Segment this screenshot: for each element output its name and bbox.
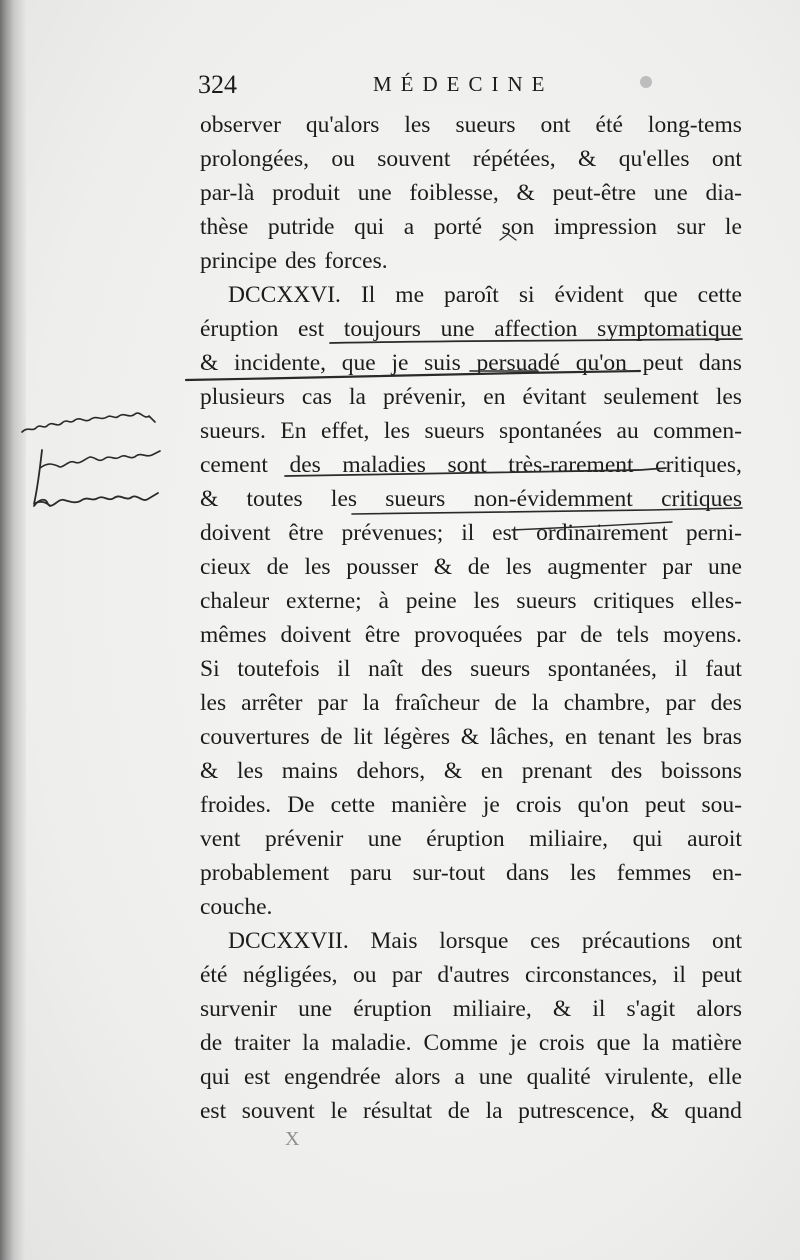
text-line: & les mains dehors, & en prenant des boissons (200, 758, 742, 784)
running-title: MÉDECINE (373, 72, 554, 96)
text-line: les arrêter par la fraîcheur de la chambre, par des (200, 690, 742, 716)
text-line: froides. De cette manière je crois qu'on peut sou- (200, 792, 742, 818)
signature-mark: X (285, 1128, 306, 1150)
text-line: plusieurs cas la prévenir, en évitant seulement les (200, 384, 742, 410)
text-line: est souvent le résultat de la putrescence, & quand (200, 1098, 742, 1124)
text-line: couche. (200, 894, 273, 920)
text-line: cement des maladies sont très-rarement critiques, (200, 452, 742, 478)
text-line: DCCXXVII. Mais lorsque ces précautions ont (228, 928, 742, 954)
text-line: éruption est toujours une affection symptomatique (200, 316, 742, 342)
text-line: & incidente, que je suis persuadé qu'on peut dans (200, 350, 742, 376)
text-line: survenir une éruption miliaire, & il s'agit alors (200, 996, 742, 1022)
ink-spot (640, 76, 652, 88)
text-line: de traiter la maladie. Comme je crois que la matière (200, 1030, 742, 1056)
running-head (198, 64, 758, 104)
text-line: cieux de les pousser & de les augmenter par une (200, 554, 742, 580)
text-line: principe des forces. (200, 248, 388, 274)
text-line: doivent être prévenues; il est ordinairement perni- (200, 520, 742, 546)
body-text (200, 108, 742, 1128)
text-line: thèse putride qui a porté son impression sur le (200, 214, 742, 240)
text-line: par-là produit une foiblesse, & peut-être une dia- (200, 180, 742, 206)
text-line: été négligées, ou par d'autres circonstances, il peut (200, 962, 742, 988)
text-line: chaleur externe; à peine les sueurs critiques elles- (200, 588, 742, 614)
text-line: qui est engendrée alors a une qualité virulente, elle (200, 1064, 742, 1090)
text-line: & toutes les sueurs non-évidemment critiques (200, 486, 742, 512)
text-line: couvertures de lit légères & lâches, en tenant les bras (200, 724, 742, 750)
text-line: probablement paru sur-tout dans les femmes en- (200, 860, 742, 886)
text-line: prolongées, ou souvent répétées, & qu'elles ont (200, 146, 742, 172)
page-number: 324 (198, 70, 237, 99)
text-line: DCCXXVI. Il me paroît si évident que cette (228, 282, 742, 308)
text-line: mêmes doivent être provoquées par de tels moyens. (200, 622, 742, 648)
text-line: Si toutefois il naît des sueurs spontanées, il faut (200, 656, 742, 682)
text-line: sueurs. En effet, les sueurs spontanées au commen- (200, 418, 742, 444)
text-line: vent prévenir une éruption miliaire, qui auroit (200, 826, 742, 852)
book-binding-edge (0, 0, 26, 1260)
text-line: observer qu'alors les sueurs ont été long-tems (200, 112, 742, 138)
